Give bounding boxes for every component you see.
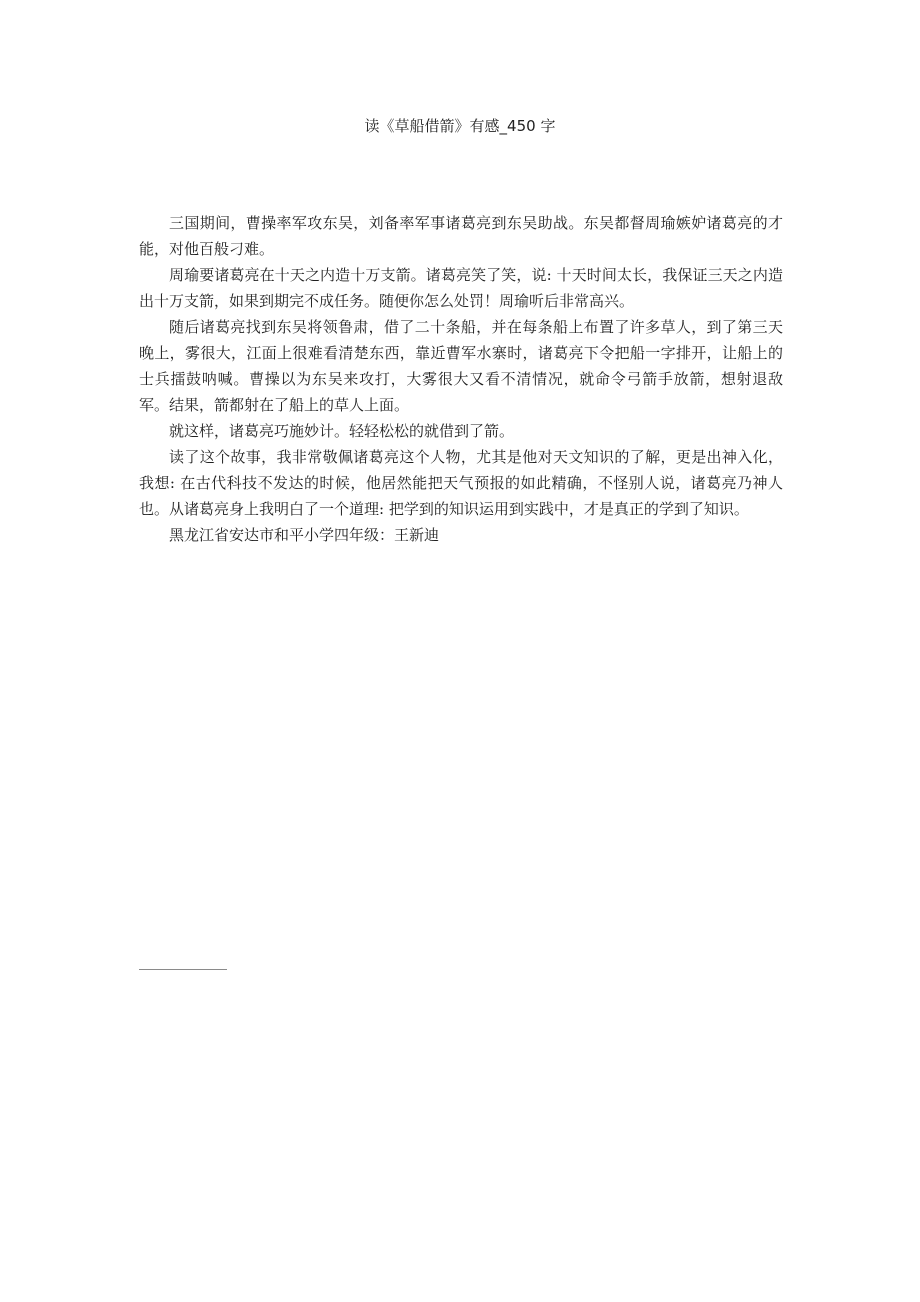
paragraph-result: 就这样，诸葛亮巧施妙计。轻轻松松的就借到了箭。 bbox=[169, 422, 515, 440]
paragraph-author: 黑龙江省安达市和平小学四年级：王新迪 bbox=[169, 526, 440, 544]
paragraph-intro: 三国期间，曹操率军攻东吴，刘备率军事诸葛亮到东吴助战。东吴都督周瑜嫉妒诸葛亮的才能，对他百般刁难。 bbox=[139, 214, 783, 258]
paragraph-reflection: 读了这个故事，我非常敬佩诸葛亮这个人物，尤其是他对天文知识的了解，更是出神入化，我想: 在古代科技不发达的时候，他居然能把天气预报的如此精确，不怪别人说，诸葛亮乃神人也。从诸葛亮身上我明白了一个道理: 把学到的知识运用到实践中，才是真正的学到了知识。 bbox=[139, 448, 783, 518]
paragraph-challenge: 周瑜要诸葛亮在十天之内造十万支箭。诸葛亮笑了笑，说: 十天时间太长，我保证三天之内造出十万支箭，如果到期完不成任务。随便你怎么处罚！周瑜听后非常高兴。 bbox=[139, 266, 783, 310]
document-title: 读《草船借箭》有感_450 字 bbox=[364, 117, 556, 135]
footnote-separator bbox=[139, 969, 227, 970]
paragraph-plan: 随后诸葛亮找到东吴将领鲁肃，借了二十条船，并在每条船上布置了许多草人，到了第三天晚上，雾很大，江面上很难看清楚东西，靠近曹军水寨时，诸葛亮下令把船一字排开，让船上的士兵擂鼓呐喊。曹操以为东吴来攻打，大雾很大又看不清情况，就命令弓箭手放箭，想射退敌军。结果，箭都射在了船上的草人上面。 bbox=[139, 318, 783, 414]
document-body bbox=[139, 210, 783, 548]
